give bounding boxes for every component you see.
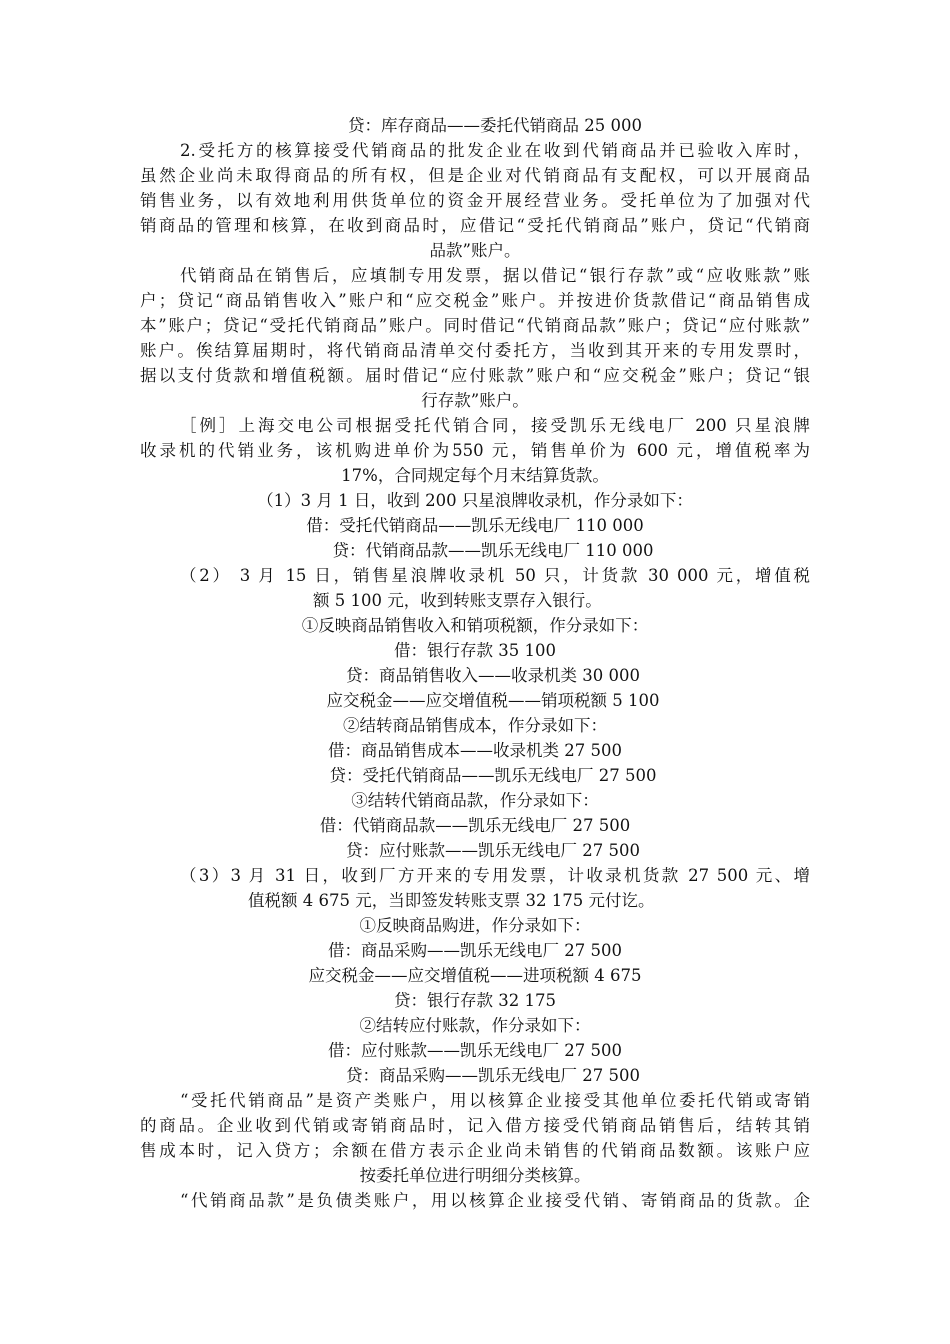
- text-line-41: 的商品。企业收到代销或寄销商品时，记入借方接受代销商品销售后，结转其销: [140, 1116, 810, 1135]
- text-line-44: “代销商品款”是负债类账户，用以核算企业接受代销、寄销商品的货款。企: [180, 1191, 810, 1210]
- text-line-17: 借：受托代销商品——凯乐无线电厂 110 000: [306, 516, 644, 535]
- text-line-28: ③结转代销商品款，作分录如下：: [351, 791, 599, 810]
- text-line-2: 2.受托方的核算接受代销商品的批发企业在收到代销商品并已验收入库时，: [180, 141, 810, 160]
- text-line-38: 借：应付账款——凯乐无线电厂 27 500: [328, 1041, 622, 1060]
- text-line-9: 本”账户；贷记“受托代销商品”账户。同时借记“代销商品款”账户；贷记“应付账款”: [140, 316, 810, 335]
- text-line-29: 借：代销商品款——凯乐无线电厂 27 500: [319, 816, 631, 835]
- text-line-33: ①反映商品购进，作分录如下：: [359, 916, 591, 935]
- text-line-26: 借：商品销售成本——收录机类 27 500: [328, 741, 622, 760]
- text-line-37: ②结转应付账款，作分录如下：: [359, 1016, 591, 1035]
- text-line-4: 销售业务，以有效地利用供货单位的资金开展经营业务。受托单位为了加强对代: [140, 191, 810, 210]
- text-line-14: 收录机的代销业务，该机购进单价为550 元，销售单价为 600 元，增值税率为: [140, 441, 810, 460]
- text-line-31: （3）3 月 31 日，收到厂方开来的专用发票，计收录机货款 27 500 元、增: [180, 866, 810, 885]
- text-line-25: ②结转商品销售成本，作分录如下：: [343, 716, 607, 735]
- text-line-13: ［例］上海交电公司根据受托代销合同，接受凯乐无线电厂 200 只星浪牌: [180, 416, 810, 435]
- text-line-22: 借：银行存款 35 100: [394, 641, 556, 660]
- text-line-30: 贷：应付账款——凯乐无线电厂 27 500: [346, 841, 640, 860]
- text-line-21: ①反映商品销售收入和销项税额，作分录如下：: [301, 616, 649, 635]
- text-line-42: 售成本时，记入贷方；余额在借方表示企业尚未销售的代销商品数额。该账户应: [140, 1141, 810, 1160]
- text-line-7: 代销商品在销售后，应填制专用发票，据以借记“银行存款”或“应收账款”账: [180, 266, 810, 285]
- text-line-10: 账户。俟结算届期时，将代销商品清单交付委托方，当收到其开来的专用发票时，: [140, 341, 810, 360]
- text-line-20: 额 5 100 元，收到转账支票存入银行。: [313, 591, 602, 610]
- text-line-12: 行存款”账户。: [421, 391, 529, 410]
- text-line-32: 值税额 4 675 元，当即签发转账支票 32 175 元付讫。: [248, 891, 655, 910]
- text-line-8: 户；贷记“商品销售收入”账户和“应交税金”账户。并按进价货款借记“商品销售成: [140, 291, 810, 310]
- text-line-16: （1）3 月 1 日，收到 200 只星浪牌收录机，作分录如下：: [257, 491, 693, 510]
- text-line-35: 应交税金——应交增值税——进项税额 4 675: [308, 966, 642, 985]
- text-line-40: “受托代销商品”是资产类账户，用以核算企业接受其他单位委托代销或寄销: [180, 1091, 810, 1110]
- text-line-5: 销商品的管理和核算，在收到商品时，应借记“受托代销商品”账户，贷记“代销商: [140, 216, 810, 235]
- text-line-24: 应交税金——应交增值税——销项税额 5 100: [326, 691, 660, 710]
- text-line-34: 借：商品采购——凯乐无线电厂 27 500: [328, 941, 622, 960]
- text-line-23: 贷：商品销售收入——收录机类 30 000: [346, 666, 640, 685]
- text-line-19: （2） 3 月 15 日，销售星浪牌收录机 50 只，计货款 30 000 元，增值税: [180, 566, 810, 585]
- text-line-15: 17%，合同规定每个月末结算货款。: [341, 466, 609, 485]
- text-line-1: 贷：库存商品——委托代销商品 25 000: [348, 116, 642, 135]
- text-line-27: 贷：受托代销商品——凯乐无线电厂 27 500: [329, 766, 657, 785]
- text-line-18: 贷：代销商品款——凯乐无线电厂 110 000: [332, 541, 654, 560]
- text-line-3: 虽然企业尚未取得商品的所有权，但是企业对代销商品有支配权，可以开展商品: [140, 166, 810, 185]
- text-line-36: 贷：银行存款 32 175: [394, 991, 556, 1010]
- text-line-43: 按委托单位进行明细分类核算。: [359, 1166, 591, 1185]
- text-line-6: 品款”账户。: [429, 241, 521, 260]
- text-line-11: 据以支付货款和增值税额。届时借记“应付账款”账户和“应交税金”账户；贷记“银: [140, 366, 810, 385]
- text-line-39: 贷：商品采购——凯乐无线电厂 27 500: [346, 1066, 640, 1085]
